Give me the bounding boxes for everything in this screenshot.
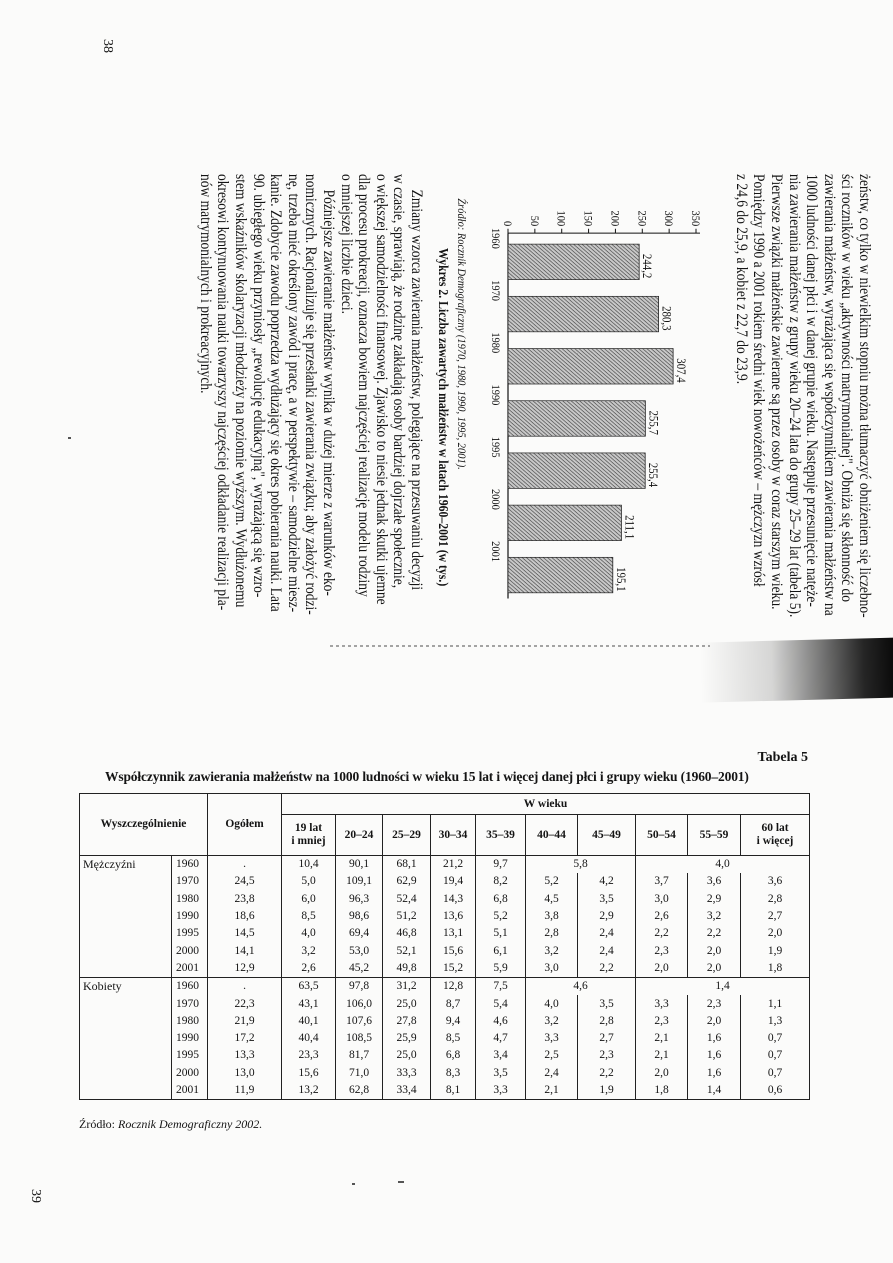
value-cell: 81,7 <box>336 1047 383 1064</box>
header-age-line: 30–34 <box>438 828 468 841</box>
paragraph-line: stem wskaźników skolaryzacji młodzieży na poziomie wyższym. Wydłużonemu <box>232 174 250 608</box>
year-cell: 1960 <box>172 978 208 996</box>
table-row <box>80 995 810 1012</box>
value-cell: 3,7 <box>636 873 688 890</box>
value-cell: 25,9 <box>383 1030 431 1047</box>
value-cell: 33,4 <box>383 1082 431 1100</box>
value-cell: 12,8 <box>431 978 476 996</box>
group-label: Kobiety <box>80 978 172 996</box>
data-label: 244,2 <box>639 253 654 279</box>
paragraph-line: Zmiany wzorca zawierania małżeństw, polegające na przesuwaniu decyzji <box>408 189 425 591</box>
value-cell: 15,6 <box>431 942 476 959</box>
value-cell: 27,8 <box>383 1013 431 1030</box>
value-cell: 8,3 <box>431 1065 476 1082</box>
value-cell: 51,2 <box>383 908 431 925</box>
group-label <box>80 1065 172 1082</box>
value-cell: 2,8 <box>578 1013 636 1030</box>
value-cell: 4,5 <box>526 891 578 908</box>
value-cell: 40,1 <box>282 1013 336 1030</box>
bar-1990 <box>508 401 645 436</box>
bottom-paragraph <box>196 174 425 626</box>
header-age-line: 50–54 <box>647 828 676 841</box>
header-age-group: W wieku <box>282 794 810 815</box>
paragraph-line: nę, trzeba mieć określony zawód i pracę, a w perspektywie – samodzielne miesz- <box>284 174 302 613</box>
value-cell: 3,5 <box>578 891 636 908</box>
header-age-7 <box>636 815 688 856</box>
merged-cell-50-plus: 1,4 <box>636 978 810 996</box>
group-label <box>80 960 172 978</box>
value-cell: 71,0 <box>336 1065 383 1082</box>
value-cell: 3,8 <box>526 908 578 925</box>
table-row <box>80 1047 810 1064</box>
total-cell: 14,1 <box>208 942 282 959</box>
value-cell: 3,3 <box>476 1082 526 1100</box>
value-cell: 1,8 <box>636 1082 688 1100</box>
table-row <box>80 942 810 959</box>
paragraph-line: o większej samodzielności finansowej. Zjawisko to niesie jednak skutki ujemne <box>372 174 390 605</box>
value-cell: 4,6 <box>476 1013 526 1030</box>
total-cell: 12,9 <box>208 960 282 978</box>
value-cell: 96,3 <box>336 891 383 908</box>
value-cell: 8,2 <box>476 873 526 890</box>
value-cell: 3,2 <box>282 942 336 959</box>
paragraph-line: Pierwsze związki małżeńskie zawierane są przez osoby w coraz starszym wieku. <box>768 174 786 610</box>
value-cell: 97,8 <box>336 978 383 996</box>
paragraph-line: nomicznych. Racjonalizuje się przesłanki zawierania związku; aby założyć rodzi- <box>302 174 320 615</box>
paragraph-line: nów matrymonialnych i prokreacyjnych. <box>196 174 214 394</box>
value-cell: 62,8 <box>336 1082 383 1100</box>
value-cell: 2,8 <box>741 891 810 908</box>
value-cell: 2,0 <box>688 942 741 959</box>
value-cell: 8,7 <box>431 995 476 1012</box>
data-label: 211,1 <box>622 515 637 540</box>
table-body <box>80 856 810 1100</box>
value-cell: 3,4 <box>476 1047 526 1064</box>
value-cell: 2,3 <box>578 1047 636 1064</box>
value-cell: 5,2 <box>526 873 578 890</box>
total-cell: 18,6 <box>208 908 282 925</box>
paragraph-line: kanie. Zdobycie zawodu poprzedza wydłużający się okres pobierania nauki. Lata <box>267 174 285 612</box>
header-age-line: 35–39 <box>486 828 515 841</box>
value-cell: 13,2 <box>282 1082 336 1100</box>
year-cell: 1970 <box>172 873 208 890</box>
value-cell: 4,2 <box>578 873 636 890</box>
y-tick-label: 150 <box>581 210 595 227</box>
value-cell: 19,4 <box>431 873 476 890</box>
group-label <box>80 995 172 1012</box>
group-label <box>80 891 172 908</box>
bar-1980 <box>508 349 673 384</box>
paragraph-line: okresowi kontynuowania nauki towarzyszy najczęściej odkładanie realizacji pla- <box>214 174 232 611</box>
marriage-rate-table <box>79 793 810 1100</box>
x-tick-label: 2001 <box>488 541 502 563</box>
year-cell: 1970 <box>172 995 208 1012</box>
value-cell: 2,9 <box>688 891 741 908</box>
page-number-39: 39 <box>28 1189 43 1203</box>
value-cell: 109,1 <box>336 873 383 890</box>
y-tick-label: 200 <box>608 210 622 227</box>
value-cell: 2,0 <box>741 925 810 942</box>
value-cell: 6,0 <box>282 891 336 908</box>
group-label <box>80 1082 172 1100</box>
value-cell: 8,5 <box>431 1030 476 1047</box>
table-source-prefix: Źródło: <box>79 1117 118 1131</box>
total-cell: 17,2 <box>208 1030 282 1047</box>
merged-cell-40-49: 5,8 <box>526 856 636 874</box>
value-cell: 5,2 <box>476 908 526 925</box>
paragraph-line: zawierania małżeństw, wyrażająca się współczynnikiem zawierania małżeństw na <box>820 174 838 616</box>
value-cell: 3,0 <box>636 891 688 908</box>
header-age-line: 25–29 <box>392 828 421 841</box>
header-age-line: 40–44 <box>537 828 566 841</box>
value-cell: 2,4 <box>526 1065 578 1082</box>
value-cell: 21,2 <box>431 856 476 874</box>
value-cell: 106,0 <box>336 995 383 1012</box>
data-label: 255,7 <box>646 410 661 435</box>
value-cell: 1,9 <box>578 1082 636 1100</box>
group-label <box>80 925 172 942</box>
value-cell: 13,6 <box>431 908 476 925</box>
x-tick-label: 1960 <box>488 227 502 249</box>
value-cell: 90,1 <box>336 856 383 874</box>
total-cell: . <box>208 978 282 996</box>
total-cell: 22,3 <box>208 995 282 1012</box>
value-cell: 3,2 <box>526 1013 578 1030</box>
group-label <box>80 1047 172 1064</box>
paragraph-line: żeństw, co tylko w niewielkim stopniu można tłumaczyć obniżeniem się liczebno- <box>856 174 873 618</box>
x-tick-label: 2000 <box>488 488 502 510</box>
value-cell: 2,1 <box>636 1030 688 1047</box>
data-label: 280,3 <box>659 306 674 331</box>
value-cell: 31,2 <box>383 978 431 996</box>
y-tick-label: 250 <box>635 210 648 227</box>
scan-shadow <box>699 637 893 702</box>
value-cell: 3,5 <box>578 995 636 1012</box>
value-cell: 23,3 <box>282 1047 336 1064</box>
value-cell: 63,5 <box>282 978 336 996</box>
header-age-line: 45–49 <box>592 828 621 841</box>
value-cell: 4,0 <box>282 925 336 942</box>
value-cell: 14,3 <box>431 891 476 908</box>
table-row <box>80 1065 810 1082</box>
year-cell: 1980 <box>172 891 208 908</box>
table-row <box>80 873 810 890</box>
value-cell: 7,5 <box>476 978 526 996</box>
value-cell: 62,9 <box>383 873 431 890</box>
year-cell: 2001 <box>172 960 208 978</box>
value-cell: 5,0 <box>282 873 336 890</box>
value-cell: 2,4 <box>578 942 636 959</box>
table-source-title: Rocznik Demograficzny 2002. <box>118 1117 263 1131</box>
table-row <box>80 1030 810 1047</box>
value-cell: 0,6 <box>741 1082 810 1100</box>
chart-svg <box>473 198 708 607</box>
x-tick-label: 1995 <box>488 436 502 458</box>
value-cell: 53,0 <box>336 942 383 959</box>
value-cell: 1,9 <box>741 942 810 959</box>
paragraph-line: Późniejsze zawieranie małżeństw wynika w dużej mierze z warunków eko- <box>320 189 338 596</box>
total-cell: 14,5 <box>208 925 282 942</box>
total-cell: 24,5 <box>208 873 282 890</box>
table-row <box>80 978 810 996</box>
group-label <box>80 1030 172 1047</box>
value-cell: 9,7 <box>476 856 526 874</box>
value-cell: 25,0 <box>383 1047 431 1064</box>
value-cell: 1,4 <box>688 1082 741 1100</box>
header-age-line: 20–24 <box>344 828 374 841</box>
value-cell: 15,2 <box>431 960 476 978</box>
value-cell: 107,6 <box>336 1013 383 1030</box>
table-row <box>80 908 810 925</box>
year-cell: 1990 <box>172 1030 208 1047</box>
total-cell: 23,8 <box>208 891 282 908</box>
value-cell: 2,3 <box>636 1013 688 1030</box>
value-cell: 2,9 <box>578 908 636 925</box>
bar-1970 <box>508 296 659 331</box>
top-paragraph <box>732 174 873 626</box>
value-cell: 2,2 <box>578 960 636 978</box>
header-age-5 <box>526 815 578 856</box>
year-cell: 2000 <box>172 1065 208 1082</box>
x-tick-label: 1990 <box>488 384 502 406</box>
y-tick-label: 100 <box>554 210 568 227</box>
value-cell: 1,1 <box>741 995 810 1012</box>
header-total: Ogółem <box>208 794 282 856</box>
group-label <box>80 873 172 890</box>
header-age-line: 60 lat <box>761 822 789 834</box>
value-cell: 108,5 <box>336 1030 383 1047</box>
value-cell: 52,1 <box>383 942 431 959</box>
data-label: 307,4 <box>673 358 688 383</box>
value-cell: 2,0 <box>688 1013 741 1030</box>
value-cell: 15,6 <box>282 1065 336 1082</box>
paragraph-line: w czasie, sprawiają, że rodzinę zakładają osoby bardziej dojrzałe społecznie, <box>390 174 408 589</box>
value-cell: 3,6 <box>741 873 810 890</box>
value-cell: 3,5 <box>476 1065 526 1082</box>
paragraph-line: 90. ubiegłego wieku przyniosły „rewolucję edukacyjną", wyrażającą się wzro- <box>249 174 267 598</box>
value-cell: 8,1 <box>431 1082 476 1100</box>
y-tick-label: 300 <box>661 210 675 227</box>
value-cell: 2,0 <box>688 960 741 978</box>
header-age-line: i więcej <box>756 835 794 847</box>
bar-2001 <box>508 557 613 592</box>
header-age-1 <box>336 815 383 856</box>
x-tick-label: 1980 <box>488 332 502 354</box>
value-cell: 40,4 <box>282 1030 336 1047</box>
page-number-38: 38 <box>100 39 115 53</box>
chart-source: Źródło: Rocznik Demograficzny (1970, 1980, 1990, 1995, 2001). <box>455 198 469 470</box>
table-row <box>80 960 810 978</box>
merged-cell-40-49: 4,6 <box>526 978 636 996</box>
table-row <box>80 925 810 942</box>
value-cell: 1,8 <box>741 960 810 978</box>
value-cell: 1,3 <box>741 1013 810 1030</box>
value-cell: 3,2 <box>688 908 741 925</box>
total-cell: 21,9 <box>208 1013 282 1030</box>
y-tick-label: 0 <box>500 220 514 227</box>
total-cell: 13,0 <box>208 1065 282 1082</box>
value-cell: 52,4 <box>383 891 431 908</box>
value-cell: 2,8 <box>526 925 578 942</box>
year-cell: 1995 <box>172 1047 208 1064</box>
header-age-3 <box>431 815 476 856</box>
value-cell: 2,7 <box>741 908 810 925</box>
value-cell: 2,3 <box>688 995 741 1012</box>
value-cell: 2,4 <box>578 925 636 942</box>
value-cell: 25,0 <box>383 995 431 1012</box>
table-source <box>79 1117 262 1132</box>
total-cell: 13,3 <box>208 1047 282 1064</box>
value-cell: 0,7 <box>741 1065 810 1082</box>
paragraph-line: o mniejszej liczbie dzieci. <box>337 174 355 315</box>
bar-1960 <box>508 244 639 279</box>
table-row <box>80 1013 810 1030</box>
value-cell: 5,9 <box>476 960 526 978</box>
header-age-0 <box>282 815 336 856</box>
group-label <box>80 1013 172 1030</box>
year-cell: 1995 <box>172 925 208 942</box>
table-row <box>80 1082 810 1100</box>
data-label: 255,4 <box>645 462 660 488</box>
header-age-line: 55–59 <box>699 828 729 841</box>
merged-cell-50-plus: 4,0 <box>636 856 810 874</box>
value-cell: 4,0 <box>526 995 578 1012</box>
paragraph-line: ści roczników w wieku „aktywności matrymonialnej". Obniża się skłonność do <box>838 174 856 602</box>
value-cell: 33,3 <box>383 1065 431 1082</box>
header-description: Wyszczególnienie <box>80 794 208 856</box>
value-cell: 2,1 <box>526 1082 578 1100</box>
header-age-2 <box>383 815 431 856</box>
value-cell: 45,2 <box>336 960 383 978</box>
scan-speck <box>352 1183 355 1185</box>
value-cell: 2,1 <box>636 1047 688 1064</box>
table-row <box>80 891 810 908</box>
rotated-page-38 <box>196 0 893 661</box>
value-cell: 43,1 <box>282 995 336 1012</box>
value-cell: 98,6 <box>336 908 383 925</box>
table-title: Współczynnik zawierania małżeństw na 1000 ludności w wieku 15 lat i więcej danej płci i grupy wieku (1960–2001) <box>105 769 749 784</box>
year-cell: 1980 <box>172 1013 208 1030</box>
value-cell: 6,8 <box>476 891 526 908</box>
year-cell: 2001 <box>172 1082 208 1100</box>
paragraph-line: Pomiędzy 1990 a 2001 rokiem średni wiek nowożeńców – mężczyzn wzrósł <box>750 174 768 587</box>
header-age-4 <box>476 815 526 856</box>
value-cell: 1,6 <box>688 1065 741 1082</box>
value-cell: 3,0 <box>526 960 578 978</box>
group-label: Mężczyźni <box>80 856 172 874</box>
value-cell: 2,7 <box>578 1030 636 1047</box>
value-cell: 2,2 <box>578 1065 636 1082</box>
paragraph-line: 1000 ludności danej płci i w danej grupie wieku. Następuje przesunięcie natęże- <box>803 174 821 607</box>
value-cell: 6,1 <box>476 942 526 959</box>
header-age-line: 19 lat <box>294 822 323 834</box>
bar-chart <box>438 198 708 607</box>
scan-fold-line <box>330 645 710 647</box>
value-cell: 68,1 <box>383 856 431 874</box>
value-cell: 1,6 <box>688 1030 741 1047</box>
value-cell: 9,4 <box>431 1013 476 1030</box>
value-cell: 5,4 <box>476 995 526 1012</box>
year-cell: 1960 <box>172 856 208 874</box>
paragraph-line: dla procesu prokreacji, oznacza bowiem najczęściej realizację modelu rodziny <box>355 174 373 597</box>
header-age-line: i mniej <box>291 835 326 847</box>
bar-2000 <box>508 505 621 540</box>
header-age-9 <box>741 815 810 856</box>
value-cell: 3,3 <box>636 995 688 1012</box>
group-label <box>80 942 172 959</box>
value-cell: 1,6 <box>688 1047 741 1064</box>
scan-speck <box>398 1181 404 1183</box>
year-cell: 1990 <box>172 908 208 925</box>
value-cell: 2,0 <box>636 960 688 978</box>
value-cell: 8,5 <box>282 908 336 925</box>
value-cell: 2,2 <box>688 925 741 942</box>
group-label <box>80 908 172 925</box>
paragraph-line: z 24,6 do 25,9, a kobiet z 22,7 do 23,9. <box>732 174 750 385</box>
value-cell: 5,1 <box>476 925 526 942</box>
header-age-8 <box>688 815 741 856</box>
scan-speck <box>68 437 71 439</box>
value-cell: 69,4 <box>336 925 383 942</box>
bar-1995 <box>508 453 645 488</box>
value-cell: 10,4 <box>282 856 336 874</box>
value-cell: 2,6 <box>282 960 336 978</box>
paragraph-line: nia zawierania małżeństw z grupy wieku 20–24 lata do grupy 25–29 lat (tabela 5). <box>785 174 803 618</box>
value-cell: 0,7 <box>741 1047 810 1064</box>
value-cell: 6,8 <box>431 1047 476 1064</box>
value-cell: 2,5 <box>526 1047 578 1064</box>
y-tick-label: 350 <box>688 210 702 227</box>
header-age-6 <box>578 815 636 856</box>
chart-caption: Wykres 2. Liczba zawartych małżeństw w latach 1960–2001 (w tys.) <box>436 247 451 587</box>
x-tick-label: 1970 <box>488 280 502 302</box>
table-row <box>80 856 810 874</box>
value-cell: 0,7 <box>741 1030 810 1047</box>
value-cell: 46,8 <box>383 925 431 942</box>
value-cell: 49,8 <box>383 960 431 978</box>
value-cell: 3,2 <box>526 942 578 959</box>
value-cell: 2,6 <box>636 908 688 925</box>
table-label: Tabela 5 <box>757 750 808 765</box>
total-cell: . <box>208 856 282 874</box>
data-label: 195,1 <box>613 567 628 592</box>
value-cell: 13,1 <box>431 925 476 942</box>
value-cell: 2,0 <box>636 1065 688 1082</box>
total-cell: 11,9 <box>208 1082 282 1100</box>
value-cell: 2,2 <box>636 925 688 942</box>
value-cell: 3,3 <box>526 1030 578 1047</box>
value-cell: 2,3 <box>636 942 688 959</box>
value-cell: 3,6 <box>688 873 741 890</box>
year-cell: 2000 <box>172 942 208 959</box>
y-tick-label: 50 <box>527 215 541 227</box>
value-cell: 4,7 <box>476 1030 526 1047</box>
